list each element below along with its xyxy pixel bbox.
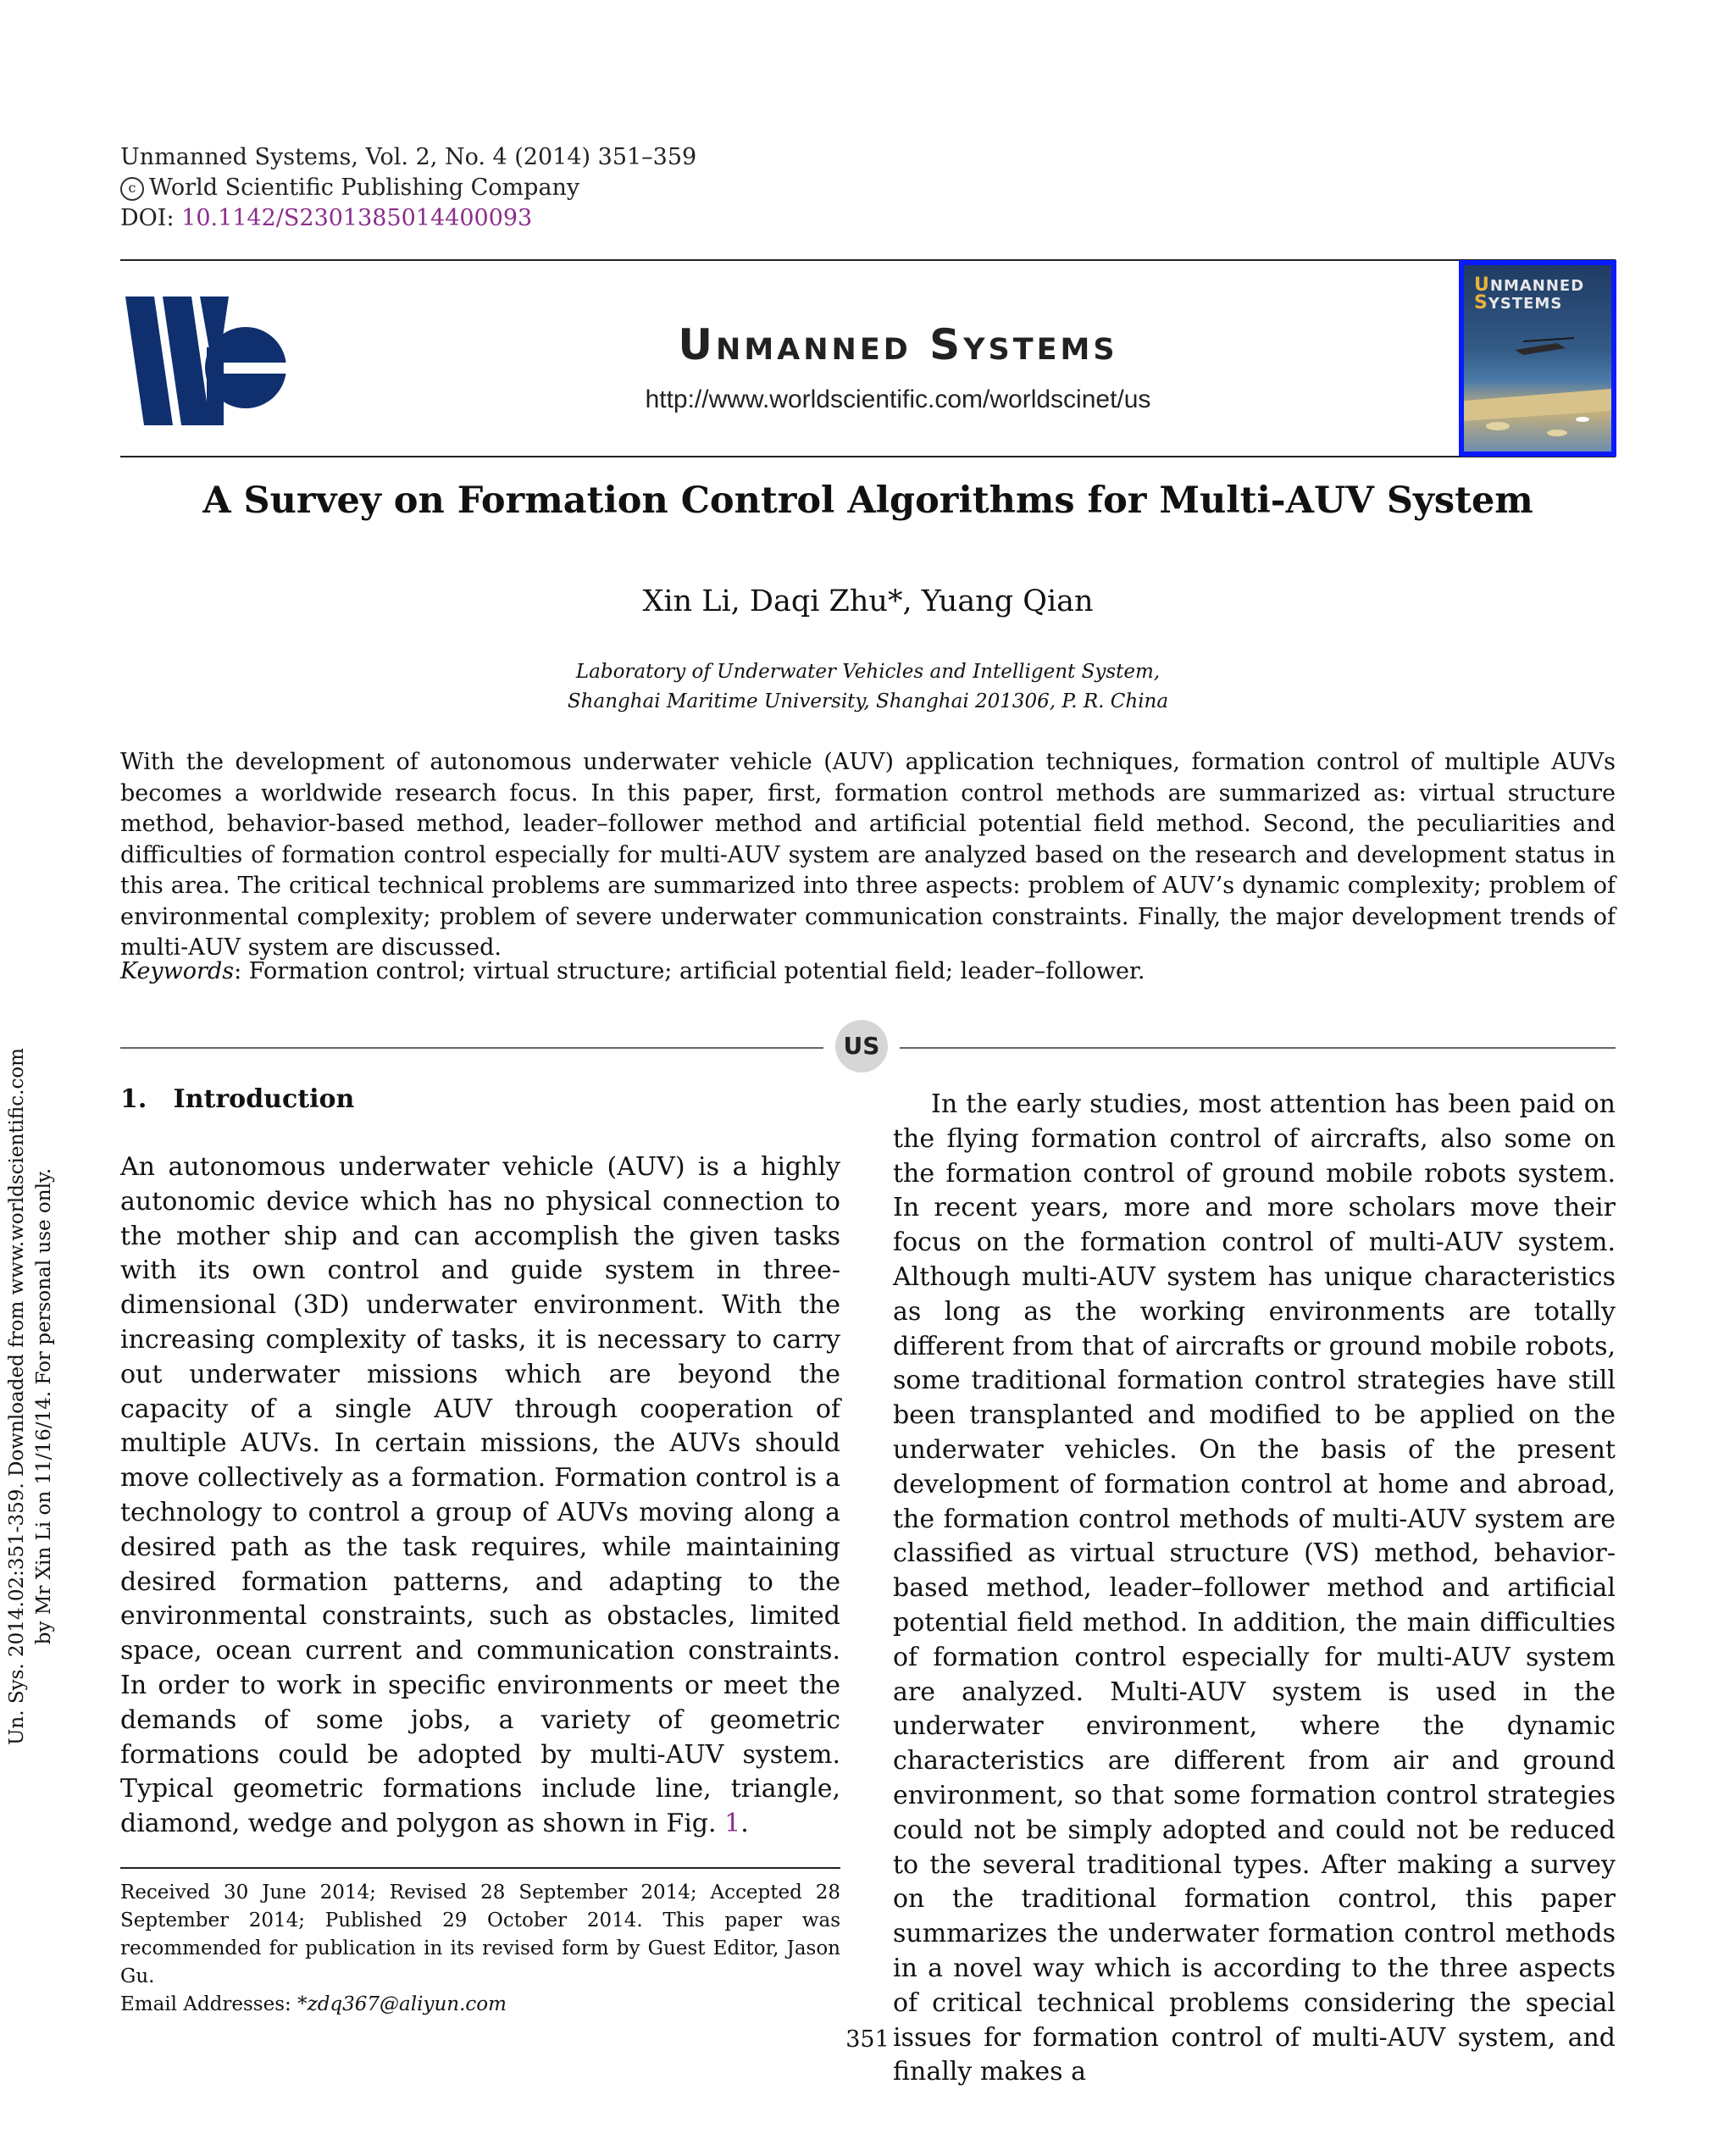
copyright-line xyxy=(120,173,696,203)
keywords xyxy=(120,958,1616,984)
paper-title: A Survey on Formation Control Algorithms for Multi-AUV System xyxy=(202,479,1533,522)
section-title: Introduction xyxy=(173,1084,355,1114)
affiliation-line2: Shanghai Maritime University, Shanghai 201306, P. R. China xyxy=(567,690,1169,712)
citation-line: Unmanned Systems, Vol. 2, No. 4 (2014) 351–359 xyxy=(120,144,697,170)
publisher-logo-icon xyxy=(125,297,286,425)
citation-header xyxy=(120,142,696,234)
cover-title: UNMANNED SYSTEMS xyxy=(1474,274,1585,313)
footnote-received: Received 30 June 2014; Revised 28 September 2014; Accepted 28 September 2014; Published 29 October 2014. This paper was recommended for publication in its revised form by Guest Editor, Jason Gu. xyxy=(120,1882,840,1987)
footnote-email-line xyxy=(120,1991,840,2019)
left-column-text xyxy=(120,1150,840,1842)
email-address[interactable]: *zdq367@aliyun.com xyxy=(297,1993,507,2015)
affiliation-line1: Laboratory of Underwater Vehicles and Intelligent System, xyxy=(575,661,1161,683)
footnote-rule xyxy=(120,1867,840,1869)
side-note-line2: by Mr Xin Li on 11/16/14. For personal use only. xyxy=(33,1167,55,1645)
journal-badge: US xyxy=(835,1020,888,1072)
authors: Xin Li, Daqi Zhu*, Yuang Qian xyxy=(642,585,1094,618)
section-number: 1. xyxy=(120,1084,147,1114)
doi-label: DOI: xyxy=(120,205,175,231)
keywords-list: : Formation control; virtual structure; artificial potential field; leader–follower. xyxy=(234,958,1145,984)
affiliation xyxy=(120,657,1616,717)
left-column-end: . xyxy=(740,1809,749,1839)
section-divider-left xyxy=(120,1047,823,1049)
email-label: Email Addresses: xyxy=(120,1993,298,2015)
footnote xyxy=(120,1879,840,2019)
journal-cover-image xyxy=(1459,260,1616,457)
figure-reference-link[interactable]: 1 xyxy=(724,1809,741,1839)
doi-link[interactable]: 10.1142/S2301385014400093 xyxy=(181,205,533,231)
header-top-rule xyxy=(120,259,1616,261)
abstract: With the development of autonomous underwater vehicle (AUV) application techniques, formation control of multiple AUVs becomes a worldwide research focus. In this paper, first, formation control methods are summarized as: virtual structure method, behavior-based method, leader–follower method and artificial potential field method. Second, the peculiarities and difficulties of formation control especially for multi-AUV system are analyzed based on the research and development status in this area. The critical technical problems are summarized into three aspects: problem of AUV’s dynamic complexity; problem of environmental complexity; problem of severe underwater communication constraints. Finally, the major development trends of multi-AUV system are discussed. xyxy=(120,749,1616,961)
section-heading xyxy=(120,1084,354,1114)
side-note-line1: Un. Sys. 2014.02:351-359. Downloaded from www.worldscientific.com xyxy=(6,1048,28,1745)
keywords-label: Keywords xyxy=(120,958,235,984)
journal-url[interactable]: http://www.worldscientific.com/worldscinet/us xyxy=(645,385,1151,413)
left-column-paragraph: An autonomous underwater vehicle (AUV) is a highly autonomic device which has no physical connection to the mother ship and can accomplish the given tasks with its own control and guide system in three-dimensional (3D) underwater environment. With the increasing complexity of tasks, it is necessary to carry out underwater missions which are beyond the capacity of a single AUV through cooperation of multiple AUVs. In certain missions, the AUVs should move collectively as a formation. Formation control is a technology to control a group of AUVs moving along a desired path as the task requires, while maintaining desired formation patterns, and adapting to the environmental constraints, such as obstacles, limited space, ocean current and communication constraints. In order to work in specific environments or meet the demands of some jobs, a variety of geometric formations could be adopted by multi-AUV system. Typical geometric formations include line, triangle, diamond, wedge and polygon as shown in Fig. xyxy=(120,1152,840,1839)
section-divider-right xyxy=(900,1047,1616,1049)
cover-illustration-icon xyxy=(1464,316,1611,452)
doi-line xyxy=(120,203,696,234)
page-number: 351 xyxy=(845,2026,890,2053)
header-bottom-rule xyxy=(120,456,1616,457)
download-side-note xyxy=(3,1048,63,1745)
right-column-text: In the early studies, most attention has been paid on the flying formation control of aircrafts, also some on the formation control of ground mobile robots system. In recent years, more and more scholars move their focus on the formation control of multi-AUV system. Although multi-AUV system has unique characteristics as long as the working environments are totally different from that of aircrafts or ground mobile robots, some traditional formation control strategies have still been transplanted and modified to be applied on the underwater vehicles. On the basis of the present development of formation control at home and abroad, the formation control methods of multi-AUV system are classified as virtual structure (VS) method, behavior-based method, leader–follower method and artificial potential field method. In addition, the main difficulties of formation control especially for multi-AUV system are analyzed. Multi-AUV system is used in the underwater environment, where the dynamic characteristics are different from air and ground environment, so that some formation control strategies could not be simply adopted and could not be reduced to the several traditional types. After making a survey on the traditional formation control, this paper summarizes the underwater formation control methods in a novel way which is according to the three aspects of critical technical problems considering the special issues for formation control of multi-AUV system, and finally makes a xyxy=(893,1089,1616,2087)
copyright-icon: c xyxy=(120,177,144,201)
publisher: World Scientific Publishing Company xyxy=(149,175,580,201)
journal-name: Unmanned Systems xyxy=(678,320,1118,369)
